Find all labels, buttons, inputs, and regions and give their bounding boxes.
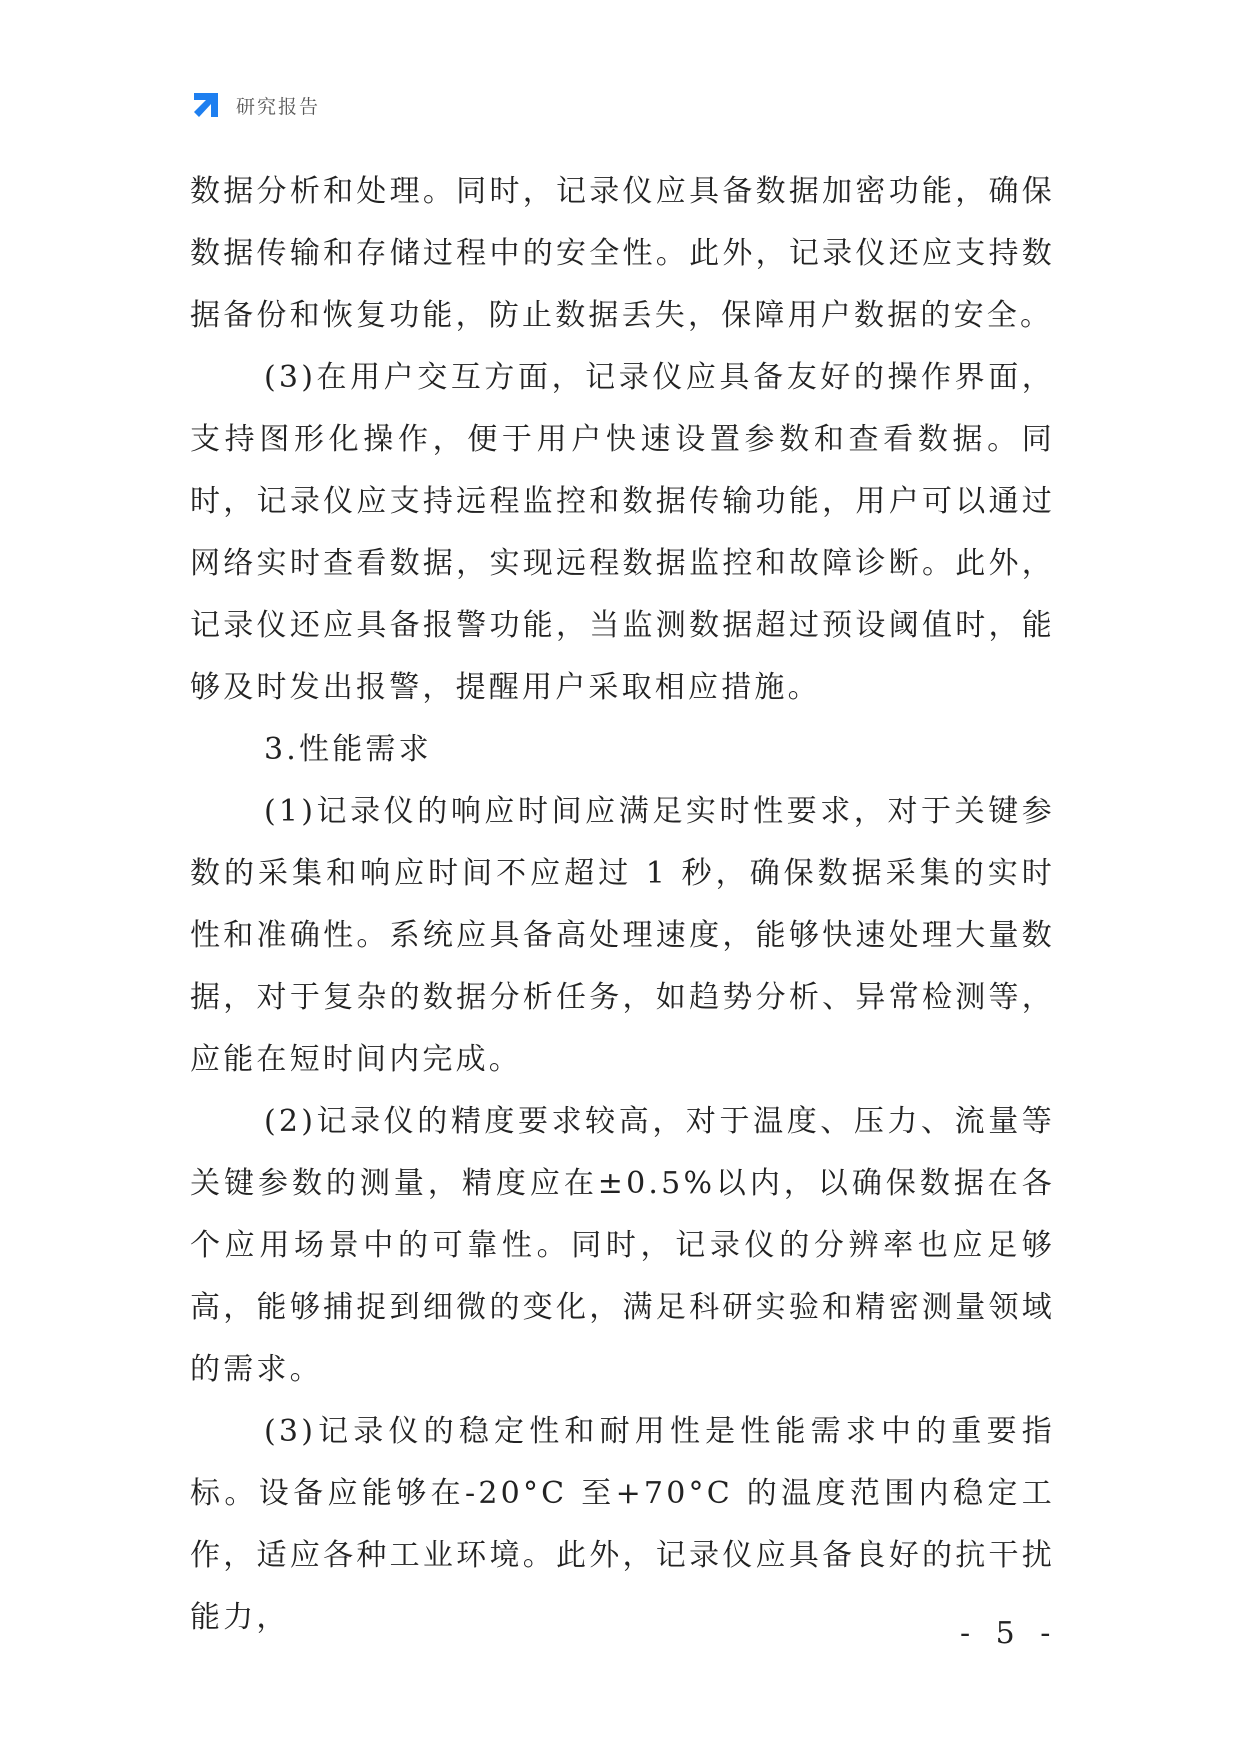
page-header: [190, 88, 320, 122]
paragraph-4: (2)记录仪的精度要求较高，对于温度、压力、流量等关键参数的测量，精度应在±0.5%以内，以确保数据在各个应用场景中的可靠性。同时，记录仪的分辨率也应足够高，能够捕捉到细微的变化，满足科研实验和精密测量领域的需求。: [190, 1104, 1055, 1387]
header-title: 研究报告: [236, 95, 321, 118]
arrow-up-right-logo-icon: [190, 89, 222, 121]
paragraph-3: (1)记录仪的响应时间应满足实时性要求，对于关键参数的采集和响应时间不应超过 1 秒，确保数据采集的实时性和准确性。系统应具备高处理速度，能够快速处理大量数据，对于复杂的数据分析任务，如趋势分析、异常检测等，应能在短时间内完成。: [190, 794, 1055, 1077]
section-heading: 3.性能需求: [264, 732, 432, 767]
paragraph-2: (3)在用户交互方面，记录仪应具备友好的操作界面，支持图形化操作，便于用户快速设置参数和查看数据。同时，记录仪应支持远程监控和数据传输功能，用户可以通过网络实时查看数据，实现远程数据监控和故障诊断。此外，记录仪还应具备报警功能，当监测数据超过预设阈值时，能够及时发出报警，提醒用户采取相应措施。: [190, 360, 1055, 705]
document-body: [190, 161, 1055, 1649]
paragraph-5: (3)记录仪的稳定性和耐用性是性能需求中的重要指标。设备应能够在-20°C 至+70°C 的温度范围内稳定工作，适应各种工业环境。此外，记录仪应具备良好的抗干扰能力，: [190, 1414, 1055, 1635]
page-number: - 5 -: [960, 1616, 1059, 1651]
paragraph-1: 数据分析和处理。同时，记录仪应具备数据加密功能，确保数据传输和存储过程中的安全性。此外，记录仪还应支持数据备份和恢复功能，防止数据丢失，保障用户数据的安全。: [190, 174, 1055, 333]
